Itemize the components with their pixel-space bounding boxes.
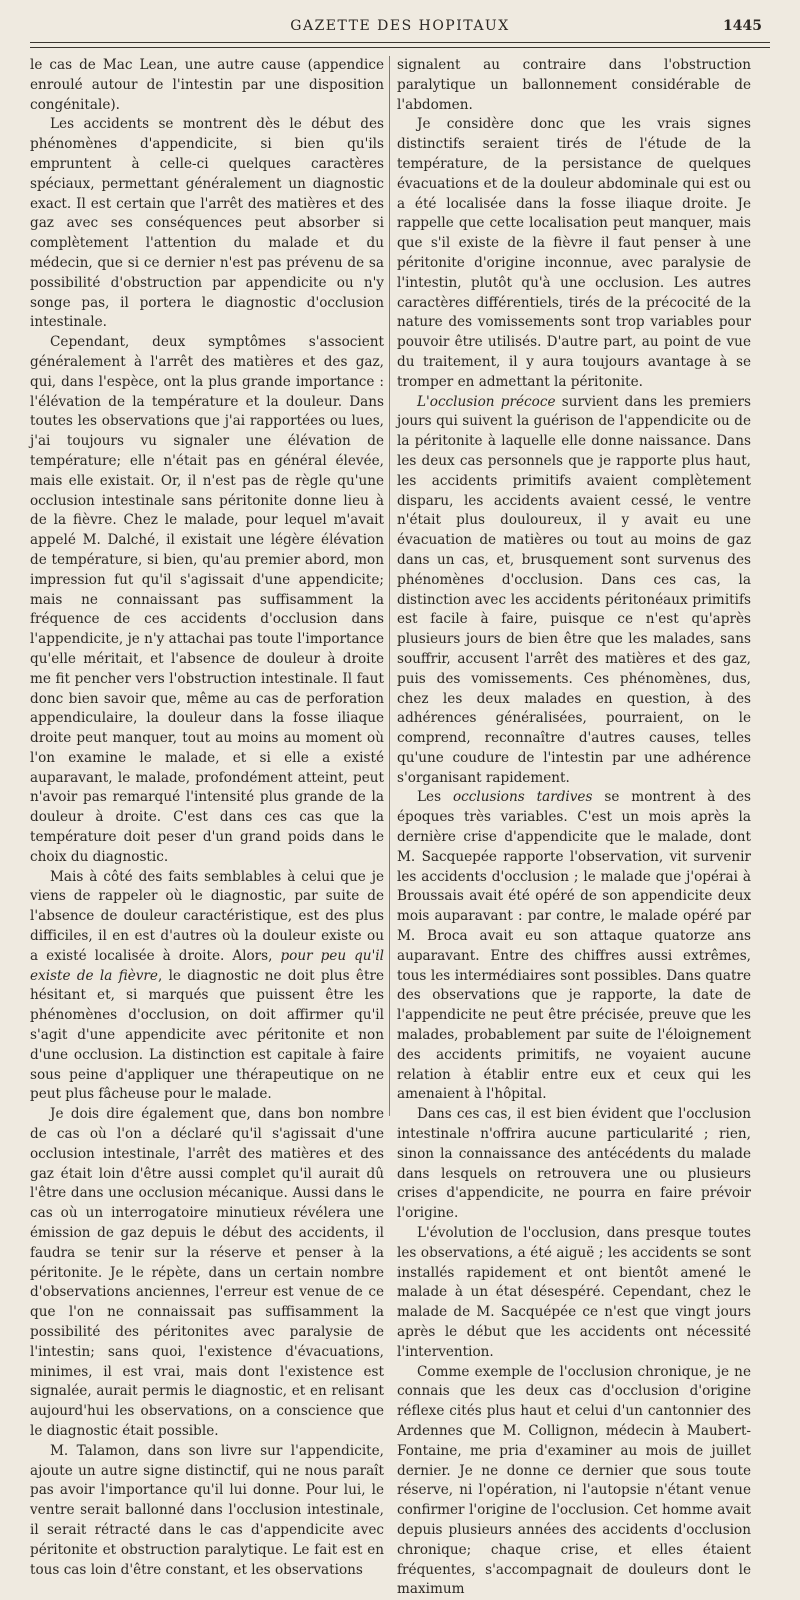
header-rule-thin (30, 47, 770, 48)
paragraph (397, 788, 751, 1105)
text-run: , le diagnostic ne doit plus être hésitant et, si marqués que puissent être les phénomènes d'occlusion, on doit affirmer qu'il s'agit d'une appendicite avec péritonite et non d'une occlusion. La distinction est capitale à faire sous peine d'appliquer une thérapeutique on ne peut plus fâcheuse pour le malade. (30, 967, 384, 1103)
text-run: survient dans les premiers jours qui suivent la guérison de l'appendicite ou de la péritonite à laquelle elle donne naissance. Dans les deux cas personnels que je rapporte plus haut, les accidents primitifs avaient complètement disparu, les accidents avaient cessé, le ventre n'était plus douloureux, il y avait eu une évacuation de matières ou tout au moins de gaz dans un cas, et, brusquement sont survenus des phénomènes d'occlusion. Dans ces cas, la distinction avec les accidents péritonéaux primitifs est facile à faire, puisque ce n'est qu'après plusieurs jours de bien être que les malades, sans souffrir, accusent l'arrêt des matières et des gaz, puis des vomissements. Ces phénomènes, dus, chez les deux malades en question, à des adhérences généralisées, pourraient, on le comprend, reconnaître d'autres causes, telles qu'une coudure de l'intestin par une adhérence s'organisant rapidement. (397, 393, 752, 786)
running-header (30, 14, 770, 38)
paragraph: Les accidents se montrent dès le début des phénomènes d'appendicite, si bien qu'ils empruntent à celle-ci quelques caractères spéciaux, permettant généralement un diagnostic exact. Il est certain que l'arrêt des matières et des gaz avec ses conséquences peut absorber si complètement l'attention du malade et du médecin, que si ce dernier n'est pas prévenu de sa possibilité d'obstruction par appendicite ou n'y songe pas, il portera le diagnostic d'occlusion intestinale. (30, 116, 384, 331)
italic-phrase: L'occlusion précoce (417, 393, 556, 410)
paragraph: M. Talamon, dans son livre sur l'appendicite, ajoute un autre signe distinctif, qui ne nous paraît pas avoir l'importance qu'il lui donne. Pour lui, le ventre serait ballonné dans l'occlusion intestinale, il serait rétracté dans le cas d'appendicite avec péritonite et obstruction paralytique. Le fait est en tous cas loin d'être constant, et les observations (30, 1442, 384, 1578)
paragraph (30, 868, 384, 1106)
text-run: se montrent à des époques très variables. C'est un mois après la dernière crise d'appendicite que le malade, dont M. Sacquepée rapporte l'observation, vit survenir les accidents d'occlusion ; le malade que j'opérai à Broussais avait été opéré de son appendicite deux mois auparavant : par contre, le malade opéré par M. Broca avait eu son attaque quatorze ans auparavant. Entre des chiffres aussi extrêmes, tous les intermédiaires sont possibles. Dans quatre des observations que je rapporte, la date de l'appendicite ne peut être précisée, preuve que les malades, probablement par suite de l'éloignement des accidents primitifs, ne voyaient aucune relation à établir entre eux et ceux qui les amenaient à l'hôpital. (397, 789, 752, 1103)
paragraph (397, 393, 751, 789)
paragraph: Cependant, deux symptômes s'associent généralement à l'arrêt des matières et des gaz, qui, dans l'espèce, ont la plus grande importance : l'élévation de la température et la douleur. Dans toutes les observations que j'ai rapportées ou lues, j'ai toujours vu signaler une élévation de température; elle n'était pas en général élevée, mais elle existait. Or, il n'est pas de règle qu'une occlusion intestinale sans péritonite donne lieu à de la fièvre. Chez le malade, pour lequel m'avait appelé M. Dalché, il existait une légère élévation de température, si bien, qu'au premier abord, mon impression fut qu'il s'agissait d'une appendicite; mais ne connaissant pas suffisamment la fréquence de ces accidents d'occlusion dans l'appendicite, je n'y attachai pas toute l'importance qu'elle méritait, et l'absence de douleur à droite me fit pencher vers l'obstruction intestinale. Il faut donc bien savoir que, même au cas de perforation appendiculaire, la douleur dans la fosse iliaque droite peut manquer, tout au moins au moment où l'on examine le malade, et si elle a existé auparavant, le malade, profondément atteint, peut n'avoir pas remarqué l'intensité plus grande de la douleur à droite. C'est dans ces cas que la température doit peser d'un grand poids dans le choix du diagnostic. (30, 334, 384, 865)
paragraph: L'évolution de l'occlusion, dans presque toutes les observations, a été aiguë ; les accidents se sont installés rapidement et ont bientôt amené le malade à un état désespéré. Cependant, chez le malade de M. Sacquépée ce n'est que vingt jours après le début que les accidents ont nécessité l'intervention. (397, 1225, 751, 1360)
right-column (397, 56, 752, 1598)
header-rule-thick (30, 42, 770, 43)
paragraph: le cas de Mac Lean, une autre cause (appendice enroulé autour de l'intestin par une disposition congénitale). (30, 57, 384, 113)
paragraph: Dans ces cas, il est bien évident que l'occlusion intestinale n'offrira aucune particularité ; rien, sinon la connaissance des antécédents du malade dans lesquels on retrouvera une ou plusieurs crises d'appendicite, ne pourra en faire prévoir l'origine. (397, 1106, 751, 1222)
paragraph: Je dois dire également que, dans bon nombre de cas où l'on a déclaré qu'il s'agissait d'une occlusion intestinale, l'arrêt des matières et des gaz était loin d'être aussi complet qu'il aurait dû l'être dans une occlusion mécanique. Aussi dans le cas où un interrogatoire minutieux révélera une émission de gaz depuis le début des accidents, il faudra se tenir sur la réserve et penser à la péritonite. Je le répète, dans un certain nombre d'observations anciennes, l'erreur est venue de ce que l'on ne connaissait pas suffisamment la possibilité des péritonites avec paralysie de l'intestin; sans quoi, l'existence d'évacuations, minimes, il est vrai, mais dont l'existence est signalée, aurait permis le diagnostic, et en relisant aujourd'hui les observations, on a conscience que le diagnostic était possible. (30, 1106, 384, 1439)
italic-phrase: occlusions tardives (452, 789, 593, 806)
left-column (30, 56, 384, 1578)
paragraph: Comme exemple de l'occlusion chronique, je ne connais que les deux cas d'occlusion d'origine réflexe cités plus haut et celui d'un cantonnier des Ardennes que M. Collignon, médecin à Maubert-Fontaine, me pria d'examiner au mois de juillet dernier. Je ne donne ce dernier que sous toute réserve, ni l'opération, ni l'autopsie n'étant venue confirmer l'origine de l'occlusion. Cet homme avait depuis plusieurs années des accidents d'occlusion chronique; chaque crise, et elles étaient fréquentes, s'accompagnait de douleurs dont le maximum (397, 1363, 751, 1598)
paragraph: Je considère donc que les vrais signes distinctifs seraient tirés de l'étude de la température, de la persistance de quelques évacuations et de la douleur abdominale qui est ou a été localisée dans la fosse iliaque droite. Je rappelle que cette localisation peut manquer, mais que s'il existe de la fièvre il faut penser à une péritonite d'origine inconnue, avec paralysie de l'intestin, plutôt qu'à une occlusion. Les autres caractères différentiels, tirés de la précocité de la nature des vomissements sont trop variables pour pouvoir être utilisés. D'autre part, au point de vue du traitement, il y aura toujours avantage à se tromper en admettant la péritonite. (397, 116, 751, 390)
text-run: Les (417, 789, 453, 806)
italic-phrase: pour peu qu'il existe de la fièvre (30, 947, 384, 984)
page-number: 1445 (723, 18, 762, 34)
paragraph: signalent au contraire dans l'obstruction paralytique un ballonnement considérable de l'abdomen. (397, 57, 751, 113)
journal-title: GAZETTE DES HOPITAUX (290, 18, 510, 34)
column-divider (389, 56, 390, 1116)
text-run: Mais à côté des faits semblables à celui que je viens de rappeler où le diagnostic, par suite de l'absence de douleur caractéristique, est des plus difficiles, il en est d'autres où la douleur existe ou a existé localisée à droite. Alors, (30, 868, 384, 964)
